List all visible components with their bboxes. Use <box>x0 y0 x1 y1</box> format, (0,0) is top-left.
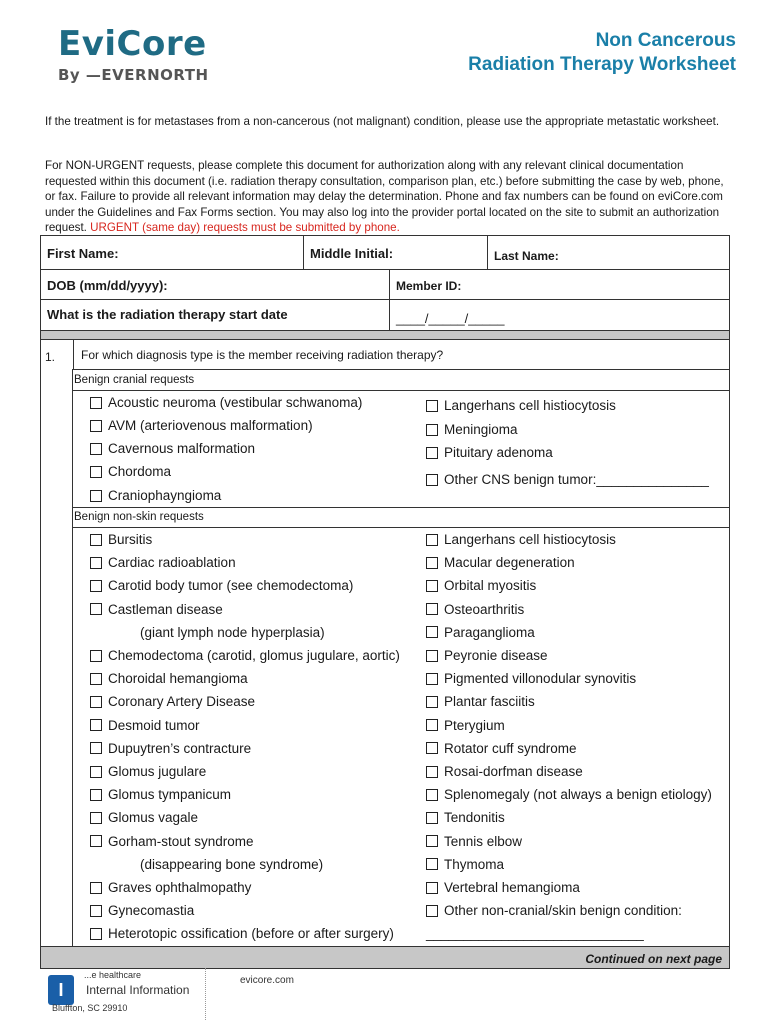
checkbox-icon[interactable] <box>90 580 102 592</box>
checkbox-icon[interactable] <box>90 905 102 917</box>
checkbox-icon[interactable] <box>90 928 102 940</box>
checkbox-icon[interactable] <box>90 882 102 894</box>
cranial-option-label: Other CNS benign tumor:_______________ <box>444 472 709 487</box>
checkbox-icon[interactable] <box>90 696 102 708</box>
checkbox-icon[interactable] <box>426 673 438 685</box>
nonskin-option-label: Tennis elbow <box>444 833 523 849</box>
nonskin-option[interactable] <box>426 602 524 617</box>
dob-field[interactable]: DOB (mm/dd/yyyy): <box>47 278 168 293</box>
cranial-option[interactable] <box>90 441 255 456</box>
nonskin-option-label: Plantar fasciitis <box>444 694 535 710</box>
nonskin-option-label: Osteoarthritis <box>444 601 525 617</box>
nonskin-label: Benign non-skin requests <box>74 511 204 523</box>
cranial-option-label: Langerhans cell histiocytosis <box>444 398 616 413</box>
checkbox-icon[interactable] <box>90 650 102 662</box>
checkbox-icon[interactable] <box>90 534 102 546</box>
nonskin-option[interactable] <box>426 718 505 733</box>
nonskin-option[interactable] <box>426 625 535 640</box>
checkbox-icon[interactable] <box>426 742 438 754</box>
footer-site: evicore.com <box>240 975 294 986</box>
checkbox-icon[interactable] <box>426 858 438 870</box>
internal-badge-icon: I <box>48 975 74 1005</box>
nonskin-option-label: Desmoid tumor <box>108 717 200 733</box>
checkbox-icon[interactable] <box>426 719 438 731</box>
cranial-option-label: Acoustic neuroma (vestibular schwanoma) <box>108 395 363 410</box>
nonskin-option-label: Vertebral hemangioma <box>444 880 580 895</box>
nonskin-option[interactable] <box>426 903 682 918</box>
logo-brand: EviCore <box>58 24 207 64</box>
urgent-notice: URGENT (same day) requests must be submitted by phone. <box>90 221 400 234</box>
checkbox-icon[interactable] <box>426 424 438 436</box>
checkbox-icon[interactable] <box>426 474 438 486</box>
nonskin-option[interactable] <box>426 857 504 872</box>
nonskin-option-label: Orbital myositis <box>444 578 537 594</box>
checkbox-icon[interactable] <box>90 443 102 455</box>
nonskin-option[interactable] <box>426 787 712 802</box>
nonskin-option <box>140 857 323 872</box>
logo-sub: By —EVERNORTH <box>58 66 209 84</box>
checkbox-icon[interactable] <box>90 490 102 502</box>
nonskin-option[interactable] <box>426 578 536 593</box>
nonskin-option-label: Other non-cranial/skin benign condition: <box>444 903 682 919</box>
nonskin-option[interactable] <box>426 810 505 825</box>
nonskin-option-label: (disappearing bone syndrome) <box>140 856 324 872</box>
cranial-option[interactable] <box>426 398 616 413</box>
nonskin-option[interactable] <box>426 671 636 686</box>
checkbox-icon[interactable] <box>90 603 102 615</box>
nonskin-option-label: Castleman disease <box>108 601 223 617</box>
nonskin-option-label: Graves ophthalmopathy <box>108 880 252 895</box>
nonskin-option-label: Glomus vagale <box>108 810 199 826</box>
member-id-field[interactable]: Member ID: <box>389 269 729 299</box>
nonskin-option-label: Glomus tympanicum <box>108 787 232 803</box>
question-divider <box>73 340 74 370</box>
nonskin-option-label: Langerhans cell histiocytosis <box>444 532 616 547</box>
nonskin-option-label: (giant lymph node hyperplasia) <box>140 624 325 640</box>
checkbox-icon[interactable] <box>426 580 438 592</box>
checkbox-icon[interactable] <box>426 447 438 459</box>
checkbox-icon[interactable] <box>90 719 102 731</box>
middle-initial-field[interactable]: Middle Initial: <box>303 236 487 269</box>
rule-2 <box>72 390 730 391</box>
nonskin-option[interactable] <box>90 903 194 918</box>
cranial-option-label: Meningioma <box>444 422 518 437</box>
checkbox-icon[interactable] <box>90 466 102 478</box>
nonskin-option-label: Rosai-dorfman disease <box>444 764 583 779</box>
checkbox-icon[interactable] <box>426 835 438 847</box>
cranial-option-label: Cavernous malformation <box>108 441 256 456</box>
nonskin-option[interactable] <box>90 926 394 941</box>
cranial-option-label: AVM (arteriovenous malformation) <box>108 418 313 433</box>
nonskin-option[interactable] <box>90 741 251 756</box>
footer-divider <box>205 968 206 1020</box>
question-text: For which diagnosis type is the member receiving radiation therapy? <box>81 348 444 362</box>
nonskin-option[interactable] <box>426 764 583 779</box>
gray-divider <box>40 331 730 339</box>
checkbox-icon[interactable] <box>426 905 438 917</box>
checkbox-icon[interactable] <box>90 766 102 778</box>
nonskin-option-label: Glomus jugulare <box>108 764 207 779</box>
cranial-option[interactable] <box>426 422 518 437</box>
footer-line1: ...e healthcare <box>84 970 142 980</box>
start-date-input[interactable]: ____/_____/_____ <box>389 299 729 331</box>
checkbox-icon[interactable] <box>426 534 438 546</box>
nonskin-option[interactable] <box>426 880 580 895</box>
nonskin-option-label: Bursitis <box>108 532 153 547</box>
continued-note: Continued on next page <box>585 952 722 966</box>
checkbox-icon[interactable] <box>426 557 438 569</box>
checkbox-icon[interactable] <box>90 673 102 685</box>
nonskin-option[interactable] <box>90 880 251 895</box>
question-number: 1. <box>45 350 56 364</box>
nonskin-option-label: Pigmented villonodular synovitis <box>444 671 637 687</box>
checkbox-icon[interactable] <box>426 603 438 615</box>
nonskin-option-label: Gynecomastia <box>108 903 195 919</box>
nonskin-option-label: Choroidal hemangioma <box>108 671 248 687</box>
nonskin-option[interactable] <box>90 834 254 849</box>
nonskin-option-label: Paraganglioma <box>444 624 535 640</box>
nonskin-option[interactable] <box>90 648 400 663</box>
cranial-option[interactable] <box>90 395 362 410</box>
title-line1: Non Cancerous <box>595 30 736 51</box>
nonskin-option-label: Macular degeneration <box>444 555 575 571</box>
nonskin-option-label: Thymoma <box>444 856 505 872</box>
nonskin-option[interactable] <box>90 578 353 593</box>
dob-row <box>41 269 729 300</box>
nonskin-option-label: Gorham-stout syndrome <box>108 833 254 849</box>
checkbox-icon[interactable] <box>90 789 102 801</box>
nonskin-option-label: Peyronie disease <box>444 648 548 663</box>
checkbox-icon[interactable] <box>90 397 102 409</box>
nonskin-option[interactable] <box>90 602 223 617</box>
nonskin-option-label: Cardiac radioablation <box>108 555 236 571</box>
nonskin-option[interactable] <box>426 648 548 663</box>
rule-4 <box>72 527 730 528</box>
nonskin-option-label: Splenomegaly (not always a benign etiology) <box>444 787 712 803</box>
checkbox-icon[interactable] <box>426 650 438 662</box>
title-line2: Radiation Therapy Worksheet <box>468 54 736 75</box>
footer-address: Bluffton, SC 29910 <box>52 1003 128 1013</box>
nonskin-option[interactable] <box>90 787 231 802</box>
nonskin-option[interactable] <box>90 555 236 570</box>
checkbox-icon[interactable] <box>426 400 438 412</box>
cranial-option-label: Craniophayngioma <box>108 488 222 503</box>
nonskin-option-label: Dupuytren’s contracture <box>108 740 252 756</box>
page-title <box>468 29 736 77</box>
checkbox-icon[interactable] <box>90 742 102 754</box>
checkbox-icon[interactable] <box>426 812 438 824</box>
intro-paragraph-2 <box>45 158 735 236</box>
cranial-option[interactable] <box>90 464 171 479</box>
nonskin-option[interactable] <box>426 532 616 547</box>
options-left-border <box>72 369 73 946</box>
first-name-field[interactable]: First Name: <box>47 246 119 261</box>
cranial-label: Benign cranial requests <box>74 374 195 386</box>
nonskin-option[interactable] <box>426 694 535 709</box>
name-row <box>41 236 729 270</box>
nonskin-option <box>426 926 644 941</box>
cranial-option[interactable] <box>90 488 221 503</box>
checkbox-icon[interactable] <box>426 696 438 708</box>
nonskin-option-label: Heterotopic ossification (before or after surgery) <box>108 926 394 942</box>
start-date-label: What is the radiation therapy start date <box>47 307 288 322</box>
cranial-option-label: Chordoma <box>108 464 172 479</box>
nonskin-option[interactable] <box>426 834 522 849</box>
nonskin-option <box>140 625 325 640</box>
checkbox-icon[interactable] <box>90 835 102 847</box>
nonskin-option-label: _____________________________ <box>426 926 644 942</box>
nonskin-option[interactable] <box>426 555 575 570</box>
rule-3 <box>72 507 730 508</box>
checkbox-icon[interactable] <box>90 812 102 824</box>
nonskin-option[interactable] <box>90 810 198 825</box>
checkbox-icon[interactable] <box>426 789 438 801</box>
start-date-row <box>41 299 729 331</box>
nonskin-option[interactable] <box>90 718 200 733</box>
nonskin-option-label: Pterygium <box>444 717 505 733</box>
footer-internal: Internal Information <box>86 983 190 997</box>
nonskin-option-label: Chemodectoma (carotid, glomus jugulare, aortic) <box>108 648 400 663</box>
last-name-field[interactable]: Last Name: <box>487 236 729 269</box>
member-info-table <box>40 235 730 331</box>
nonskin-option[interactable] <box>90 764 206 779</box>
checkbox-icon[interactable] <box>90 420 102 432</box>
evicore-logo <box>58 24 209 84</box>
rule-1 <box>72 369 730 370</box>
cranial-option[interactable] <box>90 418 313 433</box>
cranial-option[interactable] <box>426 445 553 460</box>
nonskin-option[interactable] <box>90 671 248 686</box>
intro-text: For NON-URGENT requests, please complete this document for authorization along with any relevant clinical documentation requested within this document (i.e. radiation therapy consultation, comparison plan, etc.) before submitting the case by web, phone, or fax. Failure to provide all relevant information may delay the determination. Phone and fax numbers can be found on eviCore.com under the Guidelines and Fax Forms section. You may also log into the provider portal located on the site to submit an authorization request. <box>45 159 724 234</box>
cranial-option-label: Pituitary adenoma <box>444 445 553 460</box>
nonskin-option-label: Carotid body tumor (see chemodectoma) <box>108 578 354 594</box>
checkbox-icon[interactable] <box>426 882 438 894</box>
nonskin-option-label: Rotator cuff syndrome <box>444 740 577 756</box>
nonskin-option-label: Tendonitis <box>444 810 505 826</box>
nonskin-option[interactable] <box>90 532 152 547</box>
nonskin-option[interactable] <box>426 741 577 756</box>
cranial-option[interactable] <box>426 472 709 487</box>
nonskin-option[interactable] <box>90 694 255 709</box>
checkbox-icon[interactable] <box>90 557 102 569</box>
intro-paragraph-1: If the treatment is for metastases from a non-cancerous (not malignant) condition, please use the appropriate metastatic worksheet. <box>45 115 720 128</box>
nonskin-option-label: Coronary Artery Disease <box>108 694 256 710</box>
checkbox-icon[interactable] <box>426 766 438 778</box>
checkbox-icon[interactable] <box>426 626 438 638</box>
